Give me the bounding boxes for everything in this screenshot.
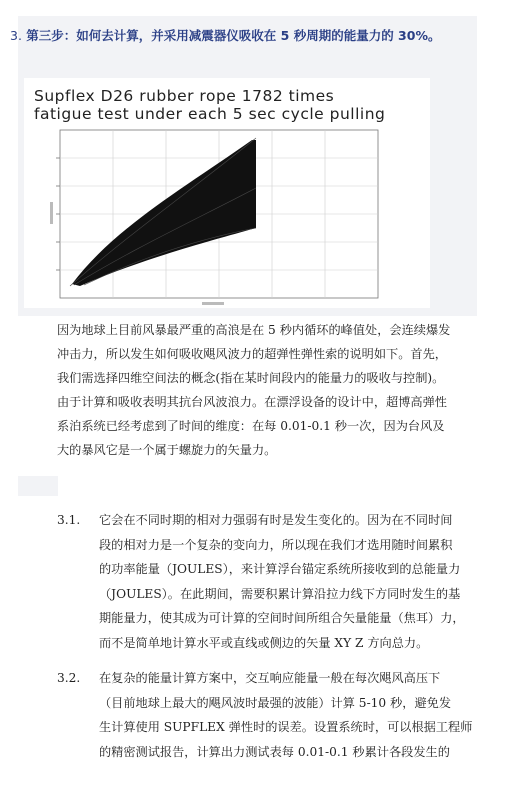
y-axis-label-mark (50, 202, 53, 224)
list-item-line: 而不是简单地计算水平或直线或侧边的矢量 XY Z 方向总力。 (99, 635, 429, 650)
separator-band (18, 476, 58, 496)
list-item-line: （JOULES）。在此期间，需要积累计算沿拉力线下方同时发生的基 (99, 586, 461, 601)
intro-paragraph (57, 318, 477, 462)
list-item-line: 的精密测试报告，计算出力测试表每 0.01-0.1 秒累计各段发生的 (99, 744, 450, 759)
paragraph-line: 大的暴风它是一个属于螺旋力的矢量力。 (57, 443, 277, 457)
list-item-line: 在复杂的能量计算方案中，交互响应能量一般在每次飓风高压下 (99, 671, 441, 685)
section-number: 3. (10, 28, 22, 43)
paragraph-line: 由于计算和吸收表明其抗台风波浪力。在漂浮设备的设计中，超博高弹性 (57, 395, 447, 409)
paragraph-line: 我们需选择四维空间法的概念(指在某时间段内的能量力的吸收与控制)。 (57, 371, 445, 385)
list-item-text (99, 508, 477, 656)
paragraph-line: 因为地球上目前风暴最严重的高浪是在 5 秒内循环的峰值处，会连续爆发 (57, 323, 451, 337)
paragraph-line: 冲击力，所以发生如何吸收飓风波力的超弹性弹性索的说明如下。首先， (57, 347, 447, 361)
list-item-line: （目前地球上最大的飓风波时最强的波能）计算 5-10 秒，避免发 (99, 695, 452, 710)
list-item-text (99, 666, 477, 764)
paragraph-line: 系泊系统已经考虑到了时间的维度：在每 0.01-0.1 秒一次，因为台风及 (57, 419, 445, 433)
x-axis-label-mark (202, 302, 224, 305)
y-ticks (56, 158, 60, 270)
figure-title-line2: fatigue test under each 5 sec cycle pulling (34, 105, 386, 123)
figure-title-line1: Supflex D26 rubber rope 1782 times (34, 87, 335, 105)
list-item-line: 生计算使用 SUPFLEX 弹性时的误差。设置系统时，可以根据工程师 (99, 720, 473, 735)
fatigue-test-figure (24, 78, 430, 308)
list-item-line: 的功率能量（JOULES），来计算浮台锚定系统所接收到的总能量力 (99, 562, 461, 577)
list-item-line: 期能量力，使其成为可计算的空间时间所组合矢量能量（焦耳）力， (99, 611, 465, 626)
section-title: 第三步：如何去计算，并采用减震器仪吸收在 5 秒周期的能量力的 30%。 (26, 28, 441, 43)
list-item-line: 它会在不同时期的相对力强弱有时是发生变化的。因为在不同时间 (99, 513, 453, 527)
section-heading (10, 26, 510, 44)
list-item-number: 3.2. (57, 671, 81, 685)
list-item-line: 段的相对力是一个复杂的变向力，所以现在我们才选用随时间累积 (99, 537, 453, 552)
list-item-number: 3.1. (57, 513, 81, 527)
figure-title (34, 87, 424, 123)
